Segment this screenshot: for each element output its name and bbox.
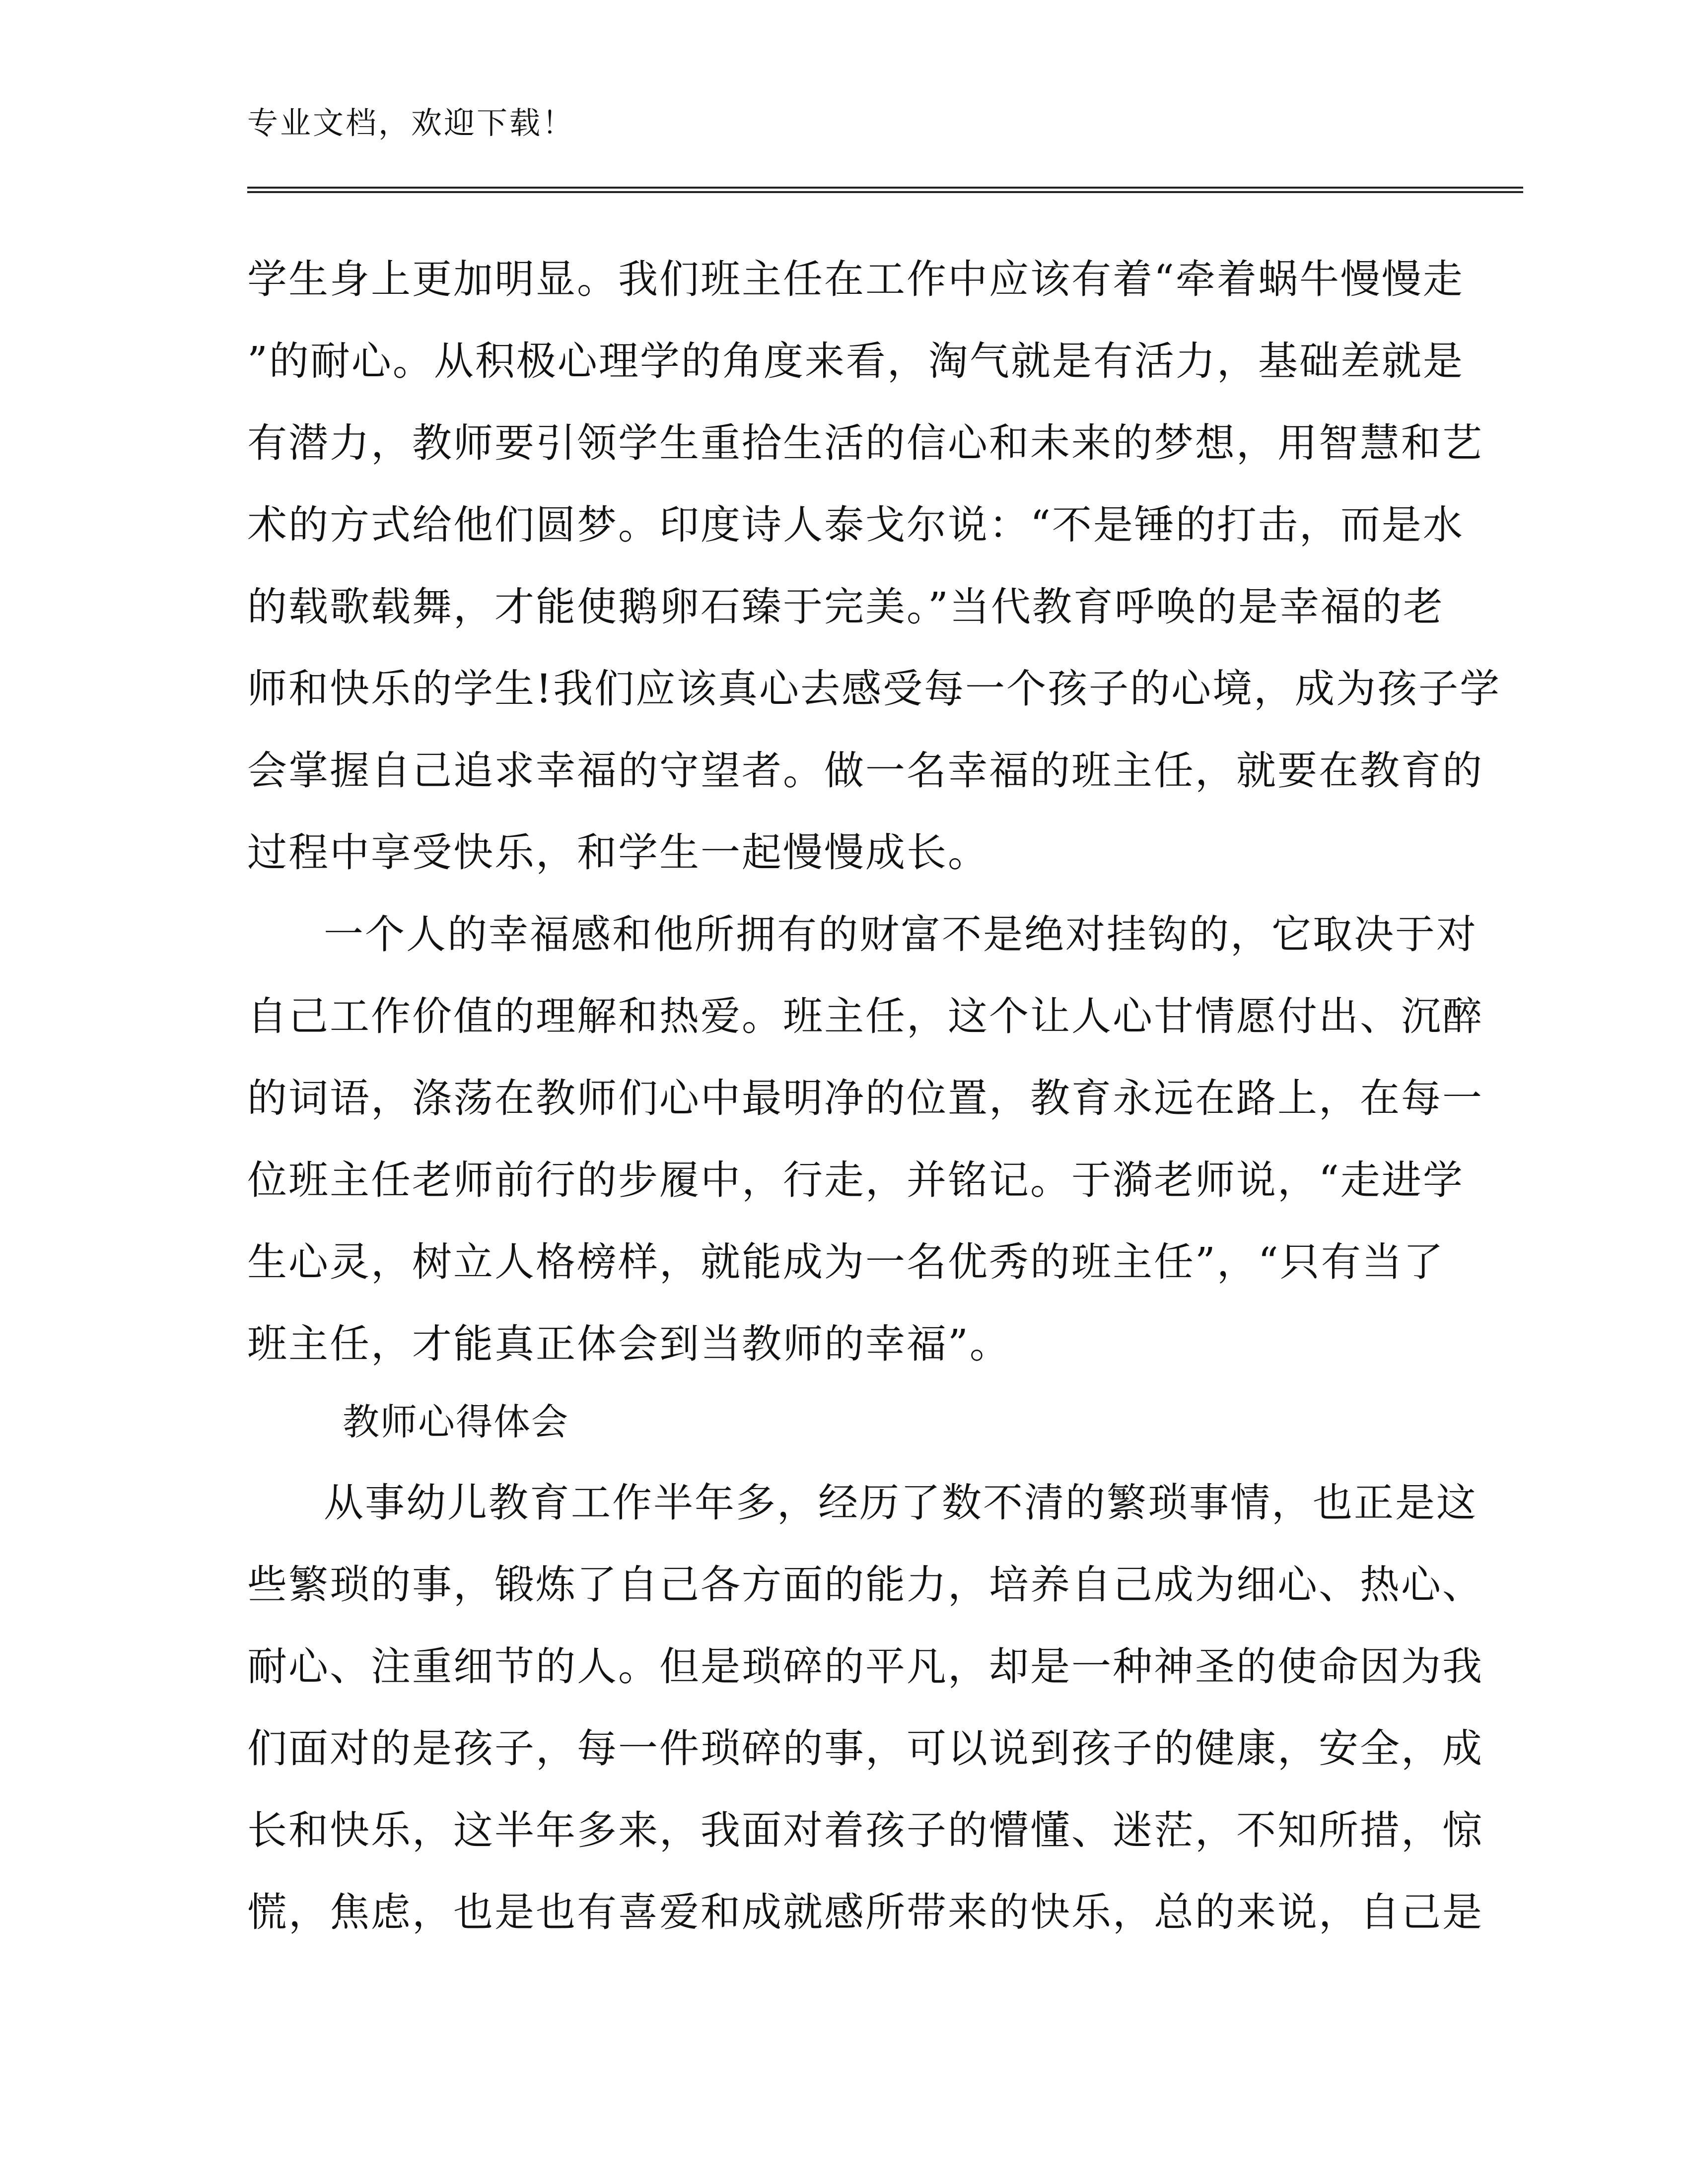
header-divider-line-bottom	[247, 191, 1523, 193]
paragraph3-line: 些繁琐的事，锻炼了自己各方面的能力，培养自己成为细心、热心、	[247, 1562, 1483, 1608]
header-divider-line-top	[247, 187, 1523, 189]
paragraph1-line: 会掌握自己追求幸福的守望者。做一名幸福的班主任，就要在教育的	[247, 748, 1483, 794]
paragraph2-line: 班主任，才能真正体会到当教师的幸福”。	[247, 1321, 1011, 1367]
paragraph1-line: 师和快乐的学生!我们应该真心去感受每一个孩子的心境，成为孩子学	[247, 666, 1501, 712]
paragraph3-line: 长和快乐，这半年多来，我面对着孩子的懵懂、迷茫，不知所措，惊	[247, 1807, 1483, 1853]
paragraph2-line: 一个人的幸福感和他所拥有的财富不是绝对挂钩的，它取决于对	[324, 911, 1477, 957]
paragraph1-line: 的载歌载舞，才能使鹅卵石臻于完美。”当代教育呼唤的是幸福的老	[247, 584, 1444, 630]
paragraph2-line: 生心灵，树立人格榜样，就能成为一名优秀的班主任”，“只有当了	[247, 1239, 1445, 1285]
paragraph2-line: 的词语，涤荡在教师们心中最明净的位置，教育永远在路上，在每一	[247, 1075, 1483, 1121]
paragraph2-line: 自己工作价值的理解和热爱。班主任，这个让人心甘情愿付出、沉醉	[247, 993, 1483, 1039]
section-heading: 教师心得体会	[343, 1401, 569, 1443]
paragraph1-line: 学生身上更加明显。我们班主任在工作中应该有着“牵着蜗牛慢慢走	[247, 256, 1464, 302]
paragraph1-line: 过程中享受快乐，和学生一起慢慢成长。	[247, 829, 989, 876]
paragraph3-line: 耐心、注重细节的人。但是琐碎的平凡，却是一种神圣的使命因为我	[247, 1643, 1483, 1690]
paragraph3-line: 们面对的是孩子，每一件琐碎的事，可以说到孩子的健康，安全，成	[247, 1725, 1483, 1772]
paragraph1-line: ”的耐心。从积极心理学的角度来看，淘气就是有活力，基础差就是	[247, 338, 1464, 384]
paragraph2-line: 位班主任老师前行的步履中，行走，并铭记。于漪老师说，“走进学	[247, 1157, 1464, 1203]
paragraph3-line: 从事幼儿教育工作半年多，经历了数不清的繁琐事情，也正是这	[324, 1480, 1477, 1526]
paragraph1-line: 术的方式给他们圆梦。印度诗人泰戈尔说：“不是锤的打击，而是水	[247, 502, 1464, 548]
page-header: 专业文档，欢迎下载！	[247, 105, 575, 141]
paragraph3-line: 慌，焦虑，也是也有喜爱和成就感所带来的快乐，总的来说，自己是	[247, 1889, 1483, 1935]
header-divider	[247, 187, 1523, 194]
paragraph1-line: 有潜力，教师要引领学生重拾生活的信心和未来的梦想，用智慧和艺	[247, 420, 1483, 466]
